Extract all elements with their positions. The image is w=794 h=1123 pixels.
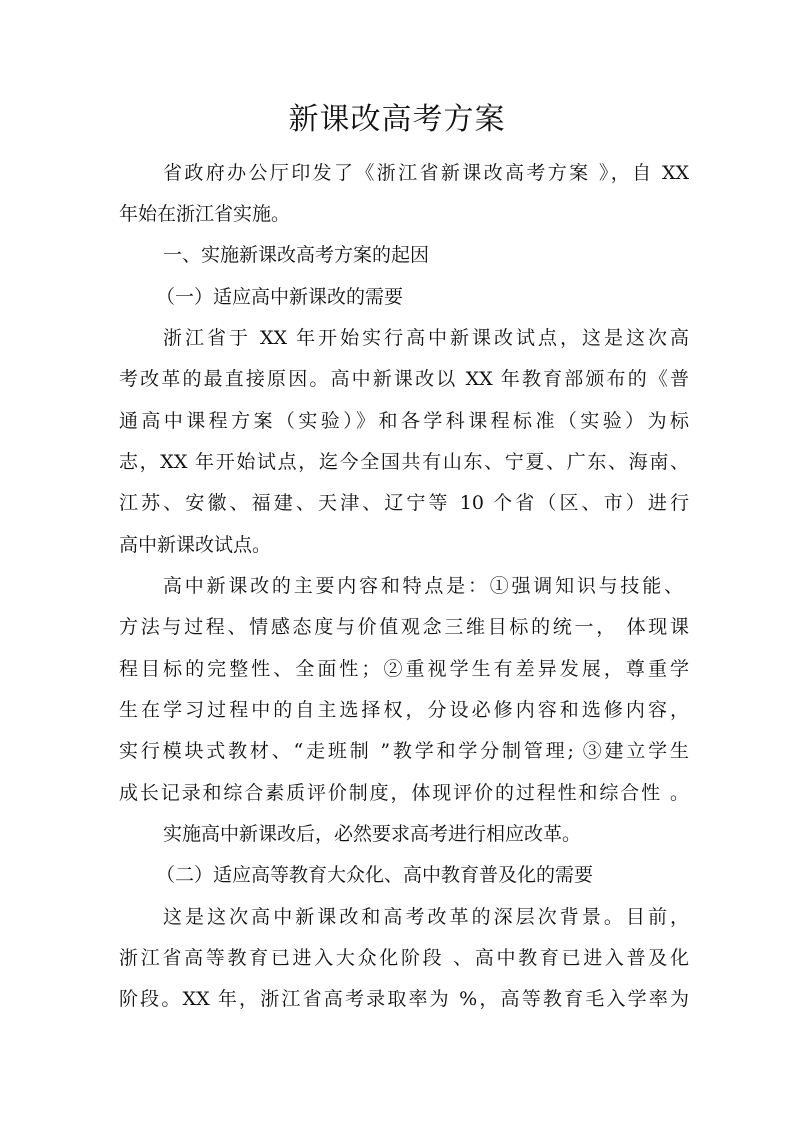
subsection-heading: （二）适应高等教育大众化、高中教育普及化的需要 [156,864,594,886]
paragraph-line: 浙江省高等教育已进入大众化阶段 、高中教育已进入普及化 [119,947,689,969]
document-title: 新课改高考方案 [288,102,506,137]
paragraph-line: 实施高中新课改后，必然要求高考进行相应改革。 [163,823,582,845]
paragraph-line: 志，XX 年开始试点，迄今全国共有山东、宁夏、广东、海南、 [119,451,689,473]
section-heading: 一、实施新课改高考方案的起因 [163,244,430,266]
paragraph-line: 通高中课程方案（实验）》和各学科课程标准（实验）为标 [119,410,689,432]
paragraph-line: 年始在浙江省实施。 [119,203,291,225]
paragraph-line: 这是这次高中新课改和高考改革的深层次背景。目前， [163,906,689,928]
paragraph-line: 江苏、安徽、福建、天津、辽宁等 10 个省（区、市）进行 [119,492,689,514]
paragraph-line: 省政府办公厅印发了《浙江省新课改高考方案 》，自 XX [163,162,689,184]
paragraph-line: 阶段。XX 年，浙江省高考录取率为 %，高等教育毛入学率为 [119,988,689,1010]
paragraph-line: 方法与过程、情感态度与价值观念三维目标的统一， 体现课 [119,616,689,638]
paragraph-line: 浙江省于 XX 年开始实行高中新课改试点，这是这次高 [163,327,689,349]
paragraph-line: 高中新课改的主要内容和特点是：①强调知识与技能、 [163,575,683,597]
subsection-heading: （一）适应高中新课改的需要 [156,286,404,308]
paragraph-line: 成长记录和综合素质评价制度，体现评价的过程性和综合性 。 [119,782,689,804]
paragraph-line: 高中新课改试点。 [119,534,272,556]
paragraph-line: 考改革的最直接原因。高中新课改以 XX 年教育部颁布的《普 [119,368,689,390]
paragraph-line: 生在学习过程中的自主选择权，分设必修内容和选修内容， [119,699,689,721]
paragraph-line: 程目标的完整性、全面性；②重视学生有差异发展，尊重学 [119,658,689,680]
paragraph-line: 实行模块式教材、“走班制 ”教学和学分制管理; ③建立学生 [119,740,689,762]
